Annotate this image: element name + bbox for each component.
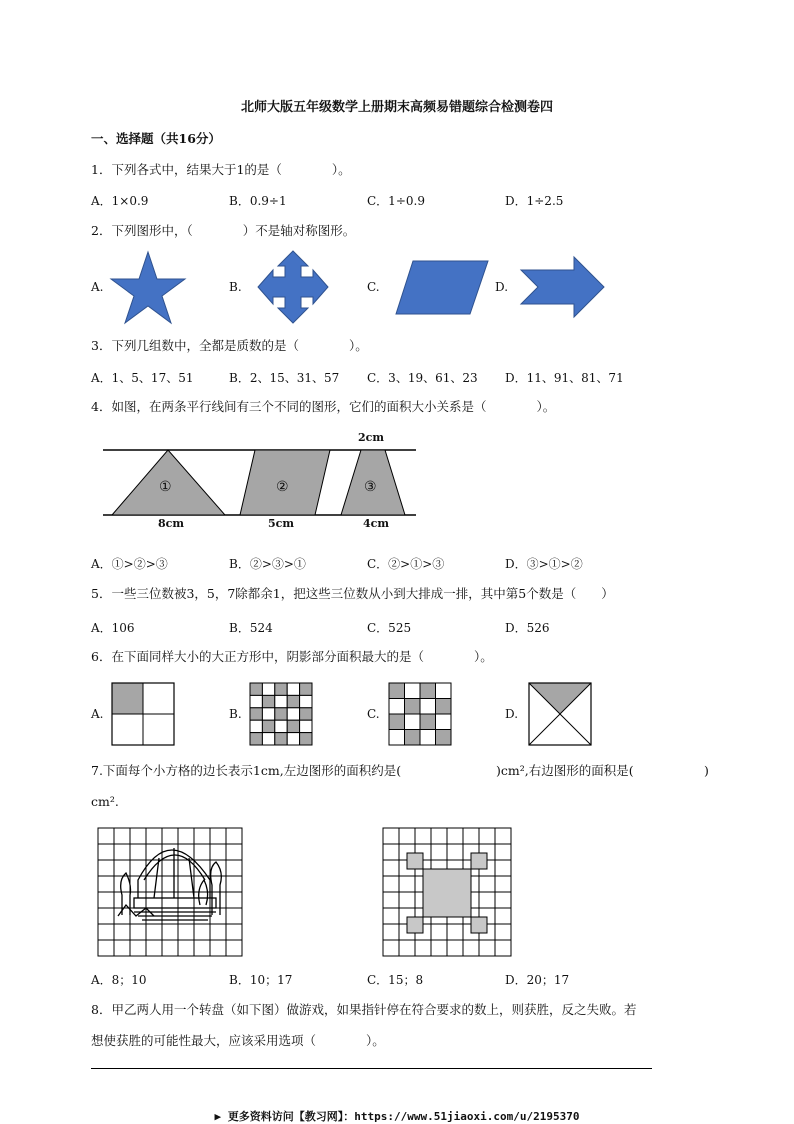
grid-cell [226, 908, 242, 924]
q3-option-a: A．1、5、17、51 [91, 371, 194, 385]
grid-cell [98, 940, 114, 956]
grid-cell [383, 940, 399, 956]
grid-cell [210, 844, 226, 860]
grid-cell [383, 908, 399, 924]
question-7-stem-part1: 7.下面每个小方格的边长表示1cm,左边图形的面积约是( [91, 763, 402, 778]
q4-option-a: A．①>②>③ [91, 557, 168, 571]
q4-option-b: B．②>③>① [229, 557, 306, 571]
q2-label-a: A. [91, 280, 104, 294]
grid-cell [383, 924, 399, 940]
grid-cell [447, 940, 463, 956]
grid-cell [479, 940, 495, 956]
grid-cell [495, 844, 511, 860]
grid-cell [226, 940, 242, 956]
q1-option-a: A．1×0.9 [91, 194, 149, 208]
grid-cell [130, 860, 146, 876]
shape-mark-1: ① [159, 479, 172, 495]
base-label-3: 4cm [363, 517, 389, 530]
grid-cell [431, 940, 447, 956]
q5-option-c: C．525 [367, 621, 412, 635]
footer-divider [91, 1068, 652, 1069]
question-4-stem: 4．如图，在两条平行线间有三个不同的图形，它们的面积大小关系是（ ）。 [91, 399, 556, 414]
q5-option-b: B．524 [229, 621, 273, 635]
grid-cell [479, 876, 495, 892]
grid-cell [178, 892, 194, 908]
q6-label-d: D. [505, 707, 519, 721]
q7-option-d: D．20；17 [505, 973, 570, 987]
grid-cell [447, 924, 463, 940]
q1-option-d: D．1÷2.5 [505, 194, 564, 208]
q3-option-d: D．11、91、81、71 [505, 371, 624, 385]
grid-cell [146, 828, 162, 844]
question-2-stem: 2．下列图形中，（ ）不是轴对称图形。 [91, 223, 356, 238]
grid-cell [146, 924, 162, 940]
grid-cell [210, 924, 226, 940]
shape-mark-3: ③ [364, 479, 377, 495]
page-title: 北师大版五年级数学上册期末高频易错题综合检测卷四 [240, 100, 553, 115]
grid-cell [162, 876, 178, 892]
grid-cell [383, 860, 399, 876]
grid-cell [447, 844, 463, 860]
grid-cell [210, 828, 226, 844]
top-width-label: 2cm [358, 431, 384, 444]
grid-cell [146, 876, 162, 892]
grid-cell [226, 892, 242, 908]
grid-cell [210, 940, 226, 956]
grid-cell [114, 828, 130, 844]
grid-cell [383, 828, 399, 844]
grid-cell [162, 828, 178, 844]
q2-label-b: B. [229, 280, 242, 294]
q7-option-b: B．10；17 [229, 973, 293, 987]
grid-cell [479, 828, 495, 844]
grid-cell [130, 844, 146, 860]
grid-cell [98, 892, 114, 908]
grid-cell [114, 940, 130, 956]
q2-label-c: C. [367, 280, 380, 294]
grid-cell [431, 828, 447, 844]
grid-cell [210, 860, 226, 876]
grid-cell [399, 892, 415, 908]
grid-cell [226, 924, 242, 940]
grid-cell [98, 908, 114, 924]
grid-cell [226, 876, 242, 892]
grid-cell [194, 924, 210, 940]
q1-option-c: C．1÷0.9 [367, 194, 425, 208]
question-8-line2: 想使获胜的可能性最大，应该采用选项（ ）。 [91, 1033, 385, 1048]
grid-cell [415, 828, 431, 844]
q1-option-b: B．0.9÷1 [229, 194, 287, 208]
grid-cell [463, 828, 479, 844]
grid-cell [495, 892, 511, 908]
grid-cell [463, 940, 479, 956]
grid-cell [162, 924, 178, 940]
grid-cell [495, 940, 511, 956]
grid-cell [98, 924, 114, 940]
dome-building-drawing [118, 848, 221, 920]
question-1-stem: 1．下列各式中，结果大于1的是（ ）。 [91, 162, 351, 177]
grid-cell [495, 908, 511, 924]
question-7-stem-part2: )cm²,右边图形的面积是( [496, 763, 634, 778]
base-label-1: 8cm [158, 517, 184, 530]
grid-cell [479, 892, 495, 908]
grid-cell [495, 860, 511, 876]
question-6-stem: 6．在下面同样大小的大正方形中，阴影部分面积最大的是（ ）。 [91, 649, 493, 664]
grid-cell [399, 876, 415, 892]
grid-cell [98, 860, 114, 876]
grid-cell [98, 828, 114, 844]
grid-cell [226, 860, 242, 876]
question-3-stem: 3．下列几组数中，全都是质数的是（ ）。 [91, 338, 368, 353]
grid-cell [383, 892, 399, 908]
grid-cell [495, 876, 511, 892]
q5-option-d: D．526 [505, 621, 550, 635]
grid-cell [146, 940, 162, 956]
grid-cell [114, 860, 130, 876]
question-7-stem-part3: ) [704, 763, 709, 778]
grid-cell [415, 940, 431, 956]
footer-link[interactable]: ▶ 更多资料访问【教习网】：https://www.51jiaoxi.com/u/2195370 [214, 1110, 580, 1123]
q2-label-d: D. [495, 280, 509, 294]
section-heading: 一、选择题（共16分） [91, 131, 221, 146]
q7-option-a: A．8；10 [91, 973, 147, 987]
question-7-stem-line2: cm². [91, 794, 119, 809]
grid-cell [495, 828, 511, 844]
grid-cell [399, 940, 415, 956]
q6-label-c: C. [367, 707, 380, 721]
grid-cell [447, 828, 463, 844]
question-8-line1: 8．甲乙两人用一个转盘（如下图）做游戏，如果指针停在符合要求的数上，则获胜，反之失败。若 [91, 1002, 637, 1017]
grid-cell [431, 844, 447, 860]
grid-cell [162, 860, 178, 876]
grid-cell [194, 828, 210, 844]
grid-cell [178, 828, 194, 844]
grid-cell [114, 924, 130, 940]
grid-cell [431, 924, 447, 940]
q3-option-b: B．2、15、31、57 [229, 371, 340, 385]
q4-option-c: C．②>①>③ [367, 557, 445, 571]
grid-cell [178, 924, 194, 940]
q6-label-b: B. [229, 707, 242, 721]
q3-option-c: C．3、19、61、23 [367, 371, 478, 385]
grid-cell [130, 940, 146, 956]
grid-cell [162, 892, 178, 908]
shape-mark-2: ② [276, 479, 289, 495]
grid-cell [226, 828, 242, 844]
grid-cell [194, 844, 210, 860]
grid-cell [114, 844, 130, 860]
q6-label-a: A. [91, 707, 104, 721]
q5-option-a: A．106 [91, 621, 135, 635]
q7-option-c: C．15；8 [367, 973, 424, 987]
grid-cell [226, 844, 242, 860]
grid-cell [383, 844, 399, 860]
grid-cell [383, 876, 399, 892]
grid-cell [495, 924, 511, 940]
grid-cell [194, 940, 210, 956]
base-label-2: 5cm [268, 517, 294, 530]
grid-cell [130, 924, 146, 940]
q4-option-d: D．③>①>② [505, 557, 583, 571]
grid-cell [162, 940, 178, 956]
grid-cell [98, 876, 114, 892]
question-5-stem: 5．一些三位数被3，5，7除都余1，把这些三位数从小到大排成一排，其中第5个数是（ ） [91, 586, 614, 601]
grid-cell [98, 844, 114, 860]
grid-cell [178, 940, 194, 956]
grid-cell [399, 828, 415, 844]
grid-cell [130, 828, 146, 844]
